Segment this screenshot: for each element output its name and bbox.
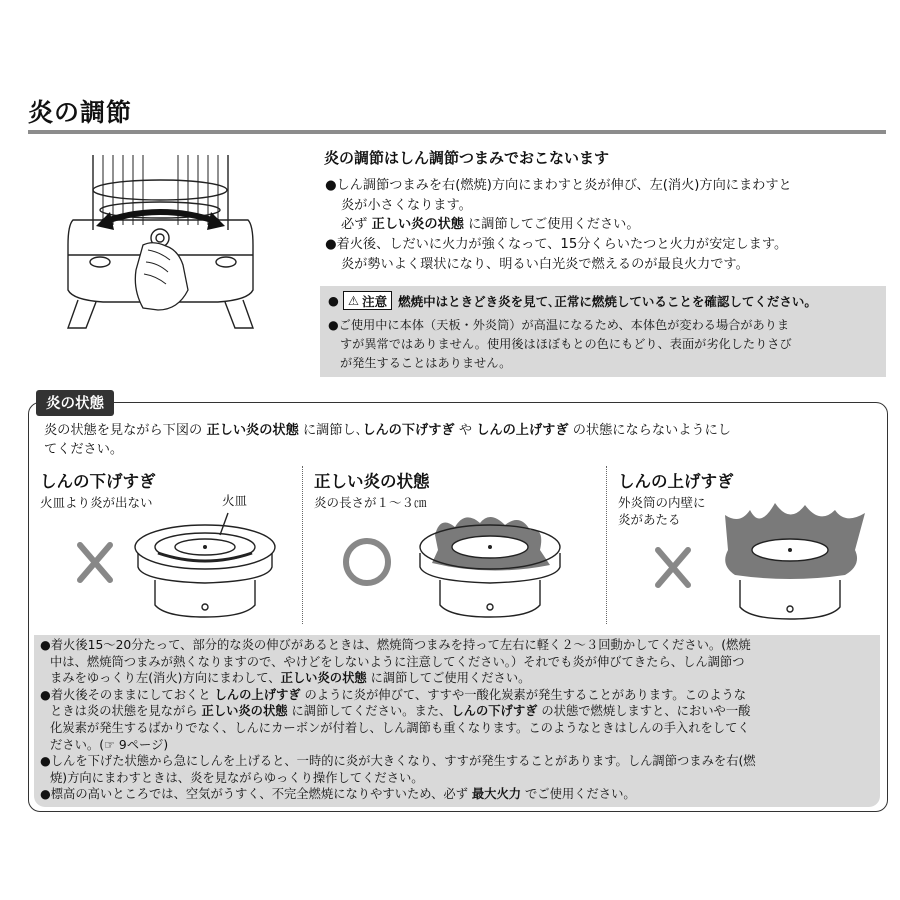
wick-too-low-desc: 火皿より炎が出ない [40,495,153,510]
burner-correct-flame-figure [340,505,575,625]
flame-state-intro: 炎の状態を見ながら下図の 正しい炎の状態 に調節し､しんの下げすぎ や しんの上げすぎ の状態にならないようにし てください。 [44,423,731,457]
caution-label: 注意 [362,293,388,309]
note-4: ●標高の高いところでは、空気がうすく、不完全燃焼になりやすいため、必ず 最大火力 でご使用ください。 [40,787,636,802]
note-2: ●着火後そのままにしておくと しんの上げすぎ のように炎が伸びて、すすや一酸化炭素が発生することがあります。このような ときは炎の状態を見ながら 正しい炎の状態 に調節してください。また、しんの下げすぎ の状態で燃焼しますと、においや一酸 化炭素が発生するばかりでなく、しんにカーボンが付着し、しん調節も重くなります。このようなときはしんの手入れをしてく ださい。(☞ 9ページ) [40,687,876,753]
p2-line1: ●着火後、しだいに火力が強くなって、15分くらいたつと火力が安定します。 [325,237,788,252]
correct-mark-icon [346,541,388,583]
p1-line2: 炎が小さくなります。 [341,197,472,213]
flame-state-tab-label: 炎の状態 [36,390,114,416]
wick-too-low-title: しんの下げすぎ [40,472,156,491]
title-rule [28,130,886,134]
page-reference: ださい。(☞ 9ページ) [50,737,169,752]
warning-triangle-icon: ⚠ [347,293,360,308]
incorrect-mark-icon [80,545,110,580]
caution-notice [320,286,886,377]
caution-body [328,316,880,373]
correct-flame-title: 正しい炎の状態 [314,472,430,491]
column-divider [302,466,303,624]
column-divider [606,466,607,624]
instruction-paragraph-2 [325,235,887,274]
caution-main-text: 燃焼中はときどき炎を見て､正常に燃焼していることを確認してください。 [398,293,817,309]
p1-line3: 必ず 正しい炎の状態 に調節してご使用ください。 [341,217,640,232]
wick-too-high-title: しんの上げすぎ [618,472,734,491]
instruction-paragraph-1 [325,176,887,235]
incorrect-mark-icon [658,550,688,585]
caution-body-line2: すが異常ではありません。使用後はほぼもとの色にもどり、表面が劣化したりさび [340,337,792,351]
p2-line2: 炎が勢いよく環状になり、明るい白光炎で燃えるのが最良火力です。 [341,256,749,272]
burner-no-flame-figure [70,505,295,625]
note-3: ●しんを下げた状態から急にしんを上げると、一時的に炎が大きくなり、すすが発生することがあります。しん調節つまみを右(燃 焼)方向にまわすときは、炎を見ながらゆっくり操作してください。 [40,754,756,785]
wick-too-high-desc: 外炎筒の内壁に 炎があたる [618,495,706,527]
bullet: ● [328,293,339,308]
burner-high-flame-figure [640,495,870,625]
note-1: ●着火後15～20分たって、部分的な炎の伸びがあるときは、燃焼筒つまみを持って左右に軽く２～３回動かしてください。(燃焼 中は、燃焼筒つまみが熱くなりますので、やけどをしないように注意してください。）それでも炎が伸びてきたら、しん調節つ まみをゆっくり左(消火)方向にまわして、正しい炎の状態 に調節してご使用ください。 [40,638,751,686]
p1-line1: ●しん調節つまみを右(燃焼)方向にまわすと炎が伸び、左(消火)方向にまわすと [325,178,792,193]
correct-flame-emphasis: 正しい炎の状態 [371,217,464,232]
caution-badge [343,291,392,310]
section-heading: 炎の調節はしん調節つまみでおこないます [324,149,610,167]
heater-knob-illustration [48,150,273,335]
caution-headline [328,291,817,310]
caution-body-line1: ●ご使用中に本体（天板・外炎筒）が高温になるため、本体色が変わる場合がありま [328,318,790,332]
correct-flame-desc: 炎の長さが１～３㎝ [314,495,427,510]
caution-body-line3: が発生することはありません。 [340,356,512,370]
additional-notes [34,635,880,807]
fire-dish-callout: 火皿 [222,493,248,508]
page-title: 炎の調節 [28,98,133,127]
